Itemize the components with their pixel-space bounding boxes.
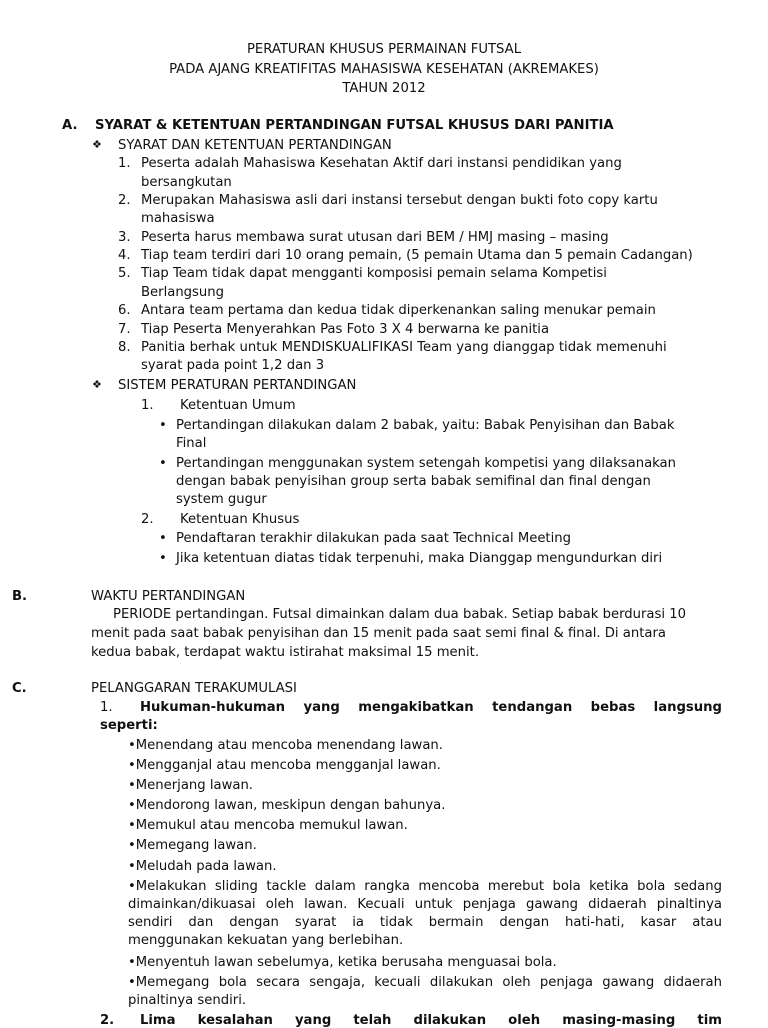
bullet-icon: • [159, 456, 167, 471]
list-item-text: Peserta harus membawa surat utusan dari BEM / HMJ masing – masing [141, 230, 609, 245]
diamond-bullet-icon: ❖ [92, 378, 102, 391]
ketentuan-khusus-number: 2. [141, 512, 154, 527]
heading-lima-kesalahan: Lima kesalahan yang telah dilakukan oleh masing-masing tim [140, 1013, 722, 1028]
doc-title-line1: PERATURAN KHUSUS PERMAINAN FUTSAL [246, 42, 522, 57]
list-item-text-cont: mahasiswa [141, 211, 215, 226]
list-item-number: 3. [118, 230, 131, 245]
subheading-sistem: SISTEM PERATURAN PERTANDINGAN [118, 378, 357, 393]
foul-item-cont: sendiri dan dengan syarat ia tidak bermain dengan hati-hati, kasar atau [128, 915, 722, 930]
foul-item: •Melakukan sliding tackle dalam rangka mencoba merebut bola ketika bola sedang [128, 879, 722, 894]
list-item-text: Antara team pertama dan kedua tidak diperkenankan saling menukar pemain [141, 303, 656, 318]
bullet-text-cont: dengan babak penyisihan group serta babak semifinal dan final dengan [176, 474, 651, 489]
bullet-text: Jika ketentuan diatas tidak terpenuhi, maka Dianggap mengundurkan diri [176, 551, 663, 566]
foul-item: •Menerjang lawan. [128, 778, 253, 793]
list-item-number: 5. [118, 266, 131, 281]
paragraph-line: PERIODE pertandingan. Futsal dimainkan dalam dua babak. Setiap babak berdurasi 10 [113, 607, 686, 622]
foul-item: •Memukul atau mencoba memukul lawan. [128, 818, 408, 833]
doc-title-line3: TAHUN 2012 [342, 81, 426, 96]
bullet-text: Pendaftaran terakhir dilakukan pada saat Technical Meeting [176, 531, 571, 546]
bullet-icon: • [159, 531, 167, 546]
foul-item-cont: menggunakan kekuatan yang berlebihan. [128, 933, 404, 948]
doc-title-line2: PADA AJANG KREATIFITAS MAHASISWA KESEHATAN (AKREMAKES) [169, 62, 599, 77]
foul-item-cont: dimainkan/dikuasai oleh lawan. Kecuali untuk penjaga gawang didaerah pinaltinya [128, 897, 722, 912]
paragraph-line: menit pada saat babak penyisihan dan 15 menit pada saat semi final & final. Di antara [91, 626, 666, 641]
ketentuan-khusus-label: Ketentuan Khusus [180, 512, 300, 527]
foul-item: •Mengganjal atau mencoba mengganjal lawan. [128, 758, 441, 773]
bullet-text-cont: system gugur [176, 492, 267, 507]
section-c-letter: C. [12, 681, 27, 696]
bullet-text: Pertandingan dilakukan dalam 2 babak, yaitu: Babak Penyisihan dan Babak [176, 418, 675, 433]
ketentuan-umum-number: 1. [141, 398, 154, 413]
bullet-icon: • [159, 418, 167, 433]
ketentuan-umum-label: Ketentuan Umum [180, 398, 296, 413]
list-item-text-cont: Berlangsung [141, 285, 225, 300]
list-item-text: Tiap Peserta Menyerahkan Pas Foto 3 X 4 berwarna ke panitia [141, 322, 550, 337]
heading-hukuman: Hukuman-hukuman yang mengakibatkan tendangan bebas langsung [140, 700, 722, 715]
paragraph-line: kedua babak, terdapat waktu istirahat maksimal 15 menit. [91, 645, 480, 660]
list-item-number: 7. [118, 322, 131, 337]
list-item-number: 2. [118, 193, 131, 208]
list-item-text-cont: syarat pada point 1,2 dan 3 [141, 358, 325, 373]
list-item-text-cont: bersangkutan [141, 175, 232, 190]
list-item-text: Merupakan Mahasiswa asli dari instansi tersebut dengan bukti foto copy kartu [141, 193, 658, 208]
section-a-title: SYARAT & KETENTUAN PERTANDINGAN FUTSAL KHUSUS DARI PANITIA [95, 118, 614, 133]
bullet-text: Pertandingan menggunakan system setengah kompetisi yang dilaksanakan [176, 456, 676, 471]
foul-item-cont: pinaltinya sendiri. [128, 993, 247, 1008]
list-item-text: Tiap Team tidak dapat mengganti komposisi pemain selama Kompetisi [141, 266, 607, 281]
list-item-number: 8. [118, 340, 131, 355]
section-b-title: WAKTU PERTANDINGAN [91, 589, 246, 604]
foul-item: •Meludah pada lawan. [128, 859, 277, 874]
foul-item: •Menyentuh lawan sebelumya, ketika berusaha menguasai bola. [128, 955, 557, 970]
list-item-number: 1. [118, 156, 131, 171]
list-item-number: 6. [118, 303, 131, 318]
foul-item: •Memegang lawan. [128, 838, 257, 853]
list-item-number: 4. [118, 248, 131, 263]
section-c-title: PELANGGARAN TERAKUMULASI [91, 681, 297, 696]
bullet-icon: • [159, 551, 167, 566]
diamond-bullet-icon: ❖ [92, 138, 102, 151]
foul-item: •Memegang bola secara sengaja, kecuali dilakukan oleh penjaga gawang didaerah [128, 975, 722, 990]
bullet-text-cont: Final [176, 436, 207, 451]
list-item-text: Peserta adalah Mahasiswa Kesehatan Aktif dari instansi pendidikan yang [141, 156, 622, 171]
subheading-syarat: SYARAT DAN KETENTUAN PERTANDINGAN [118, 138, 392, 153]
heading-number: 1. [100, 700, 113, 715]
list-item-text: Tiap team terdiri dari 10 orang pemain, (5 pemain Utama dan 5 pemain Cadangan) [141, 248, 693, 263]
heading-hukuman-cont: seperti: [100, 718, 158, 733]
heading-number: 2. [100, 1013, 115, 1028]
section-b-letter: B. [12, 589, 28, 604]
section-a-letter: A. [62, 118, 78, 133]
list-item-text: Panitia berhak untuk MENDISKUALIFIKASI Team yang dianggap tidak memenuhi [141, 340, 667, 355]
foul-item: •Mendorong lawan, meskipun dengan bahunya. [128, 798, 446, 813]
foul-item: •Menendang atau mencoba menendang lawan. [128, 738, 443, 753]
